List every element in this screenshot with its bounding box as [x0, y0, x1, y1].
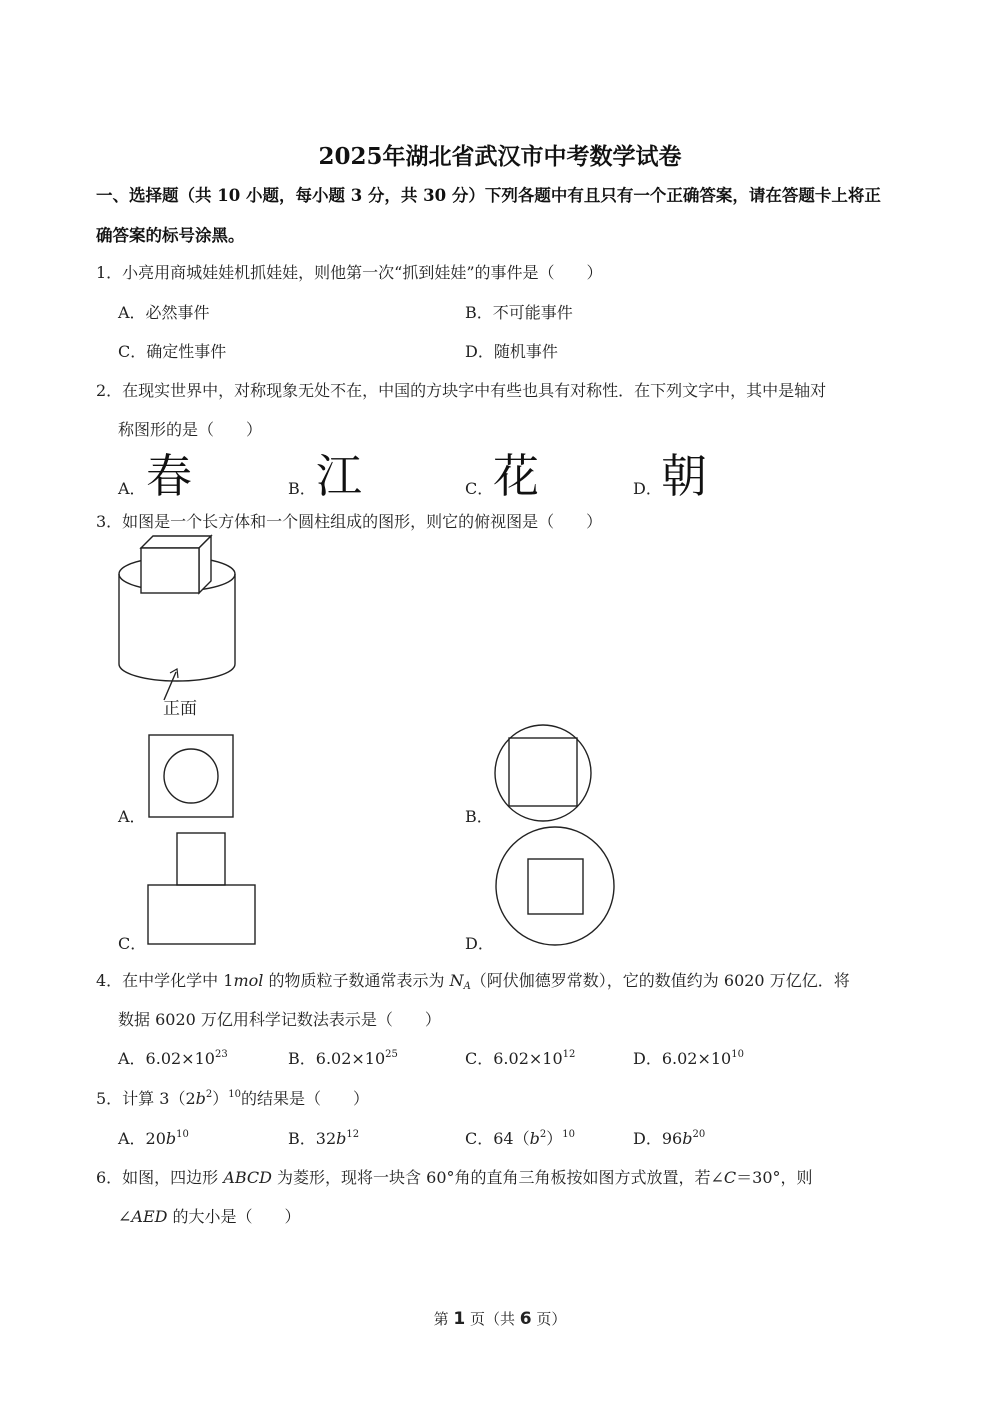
question-2-option-c-label: C． — [465, 479, 494, 498]
question-2-option-b-label: B． — [288, 479, 316, 498]
question-4-option-c: C．$6.02\times 10^{12}$ — [465, 1049, 576, 1068]
question-6-stem-line1: 6．如图，四边形 ABCD 为菱形，现将一块含 60°角的直角三角板按如图方式放置，若∠C＝30°，则 — [96, 1168, 813, 1187]
question-2-option-a-char: 春 — [146, 449, 192, 503]
question-5-option-d: D．$96b^{20}$ — [633, 1129, 706, 1148]
question-1-option-b: B．不可能事件 — [465, 303, 573, 322]
question-5-option-b: B．$32b^{12}$ — [288, 1129, 360, 1148]
question-3-option-d-figure — [493, 826, 617, 950]
question-3-option-a-figure — [147, 733, 235, 821]
question-3-option-c-figure — [146, 831, 258, 947]
question-3-figure — [110, 530, 250, 720]
question-1-option-a: A．必然事件 — [118, 303, 210, 322]
question-1-stem: 1．小亮用商城娃娃机抓娃娃，则他第一次“抓到娃娃”的事件是（ ） — [96, 263, 603, 282]
question-3-option-d-label: D． — [465, 934, 494, 953]
question-5-option-c: C．$64(b^2)^{10}$ — [465, 1129, 575, 1148]
cube — [141, 536, 211, 593]
question-2-stem-line2: 称图形的是（ ） — [118, 420, 263, 439]
question-4-option-a: A．$6.02\times 10^{23}$ — [118, 1049, 228, 1068]
question-2-option-d-label: D． — [633, 479, 662, 498]
page-title: 2025年湖北省武汉市中考数学试卷 — [318, 143, 682, 170]
question-4-stem-line1: 4．在中学化学中 1mol 的物质粒子数通常表示为 $N_A$（阿伏伽德罗常数），它的数值约为 6020 万亿亿．将 — [96, 971, 850, 992]
question-1-option-c: C．确定性事件 — [118, 342, 227, 361]
page-footer: 第 1 页（共 6 页） — [433, 1309, 567, 1329]
question-4-option-d: D．$6.02\times 10^{10}$ — [633, 1049, 744, 1068]
question-3-option-c-label: C． — [118, 934, 147, 953]
question-3-option-a-label: A． — [118, 807, 146, 826]
question-5-stem: 5．计算 $3(2b^2)^{10}$的结果是（ ） — [96, 1089, 370, 1108]
question-2-option-d-char: 朝 — [661, 449, 707, 503]
section-heading-line1: 一、选择题（共 10 小题，每小题 3 分，共 30 分）下列各题中有且只有一个正确答案，请在答题卡上将正 — [96, 186, 881, 205]
question-1-option-d: D．随机事件 — [465, 342, 558, 361]
question-3-option-b-label: B． — [465, 807, 493, 826]
question-3-option-b-figure — [492, 722, 594, 824]
question-3-front-label: 正面 — [163, 699, 197, 719]
question-3-stem: 3．如图是一个长方体和一个圆柱组成的图形，则它的俯视图是（ ） — [96, 512, 603, 531]
question-2-option-b-char: 江 — [316, 449, 362, 503]
question-2-stem-line1: 2．在现实世界中，对称现象无处不在，中国的方块字中有些也具有对称性．在下列文字中，其中是轴对 — [96, 381, 827, 400]
section-heading-line2: 确答案的标号涂黑。 — [96, 226, 245, 245]
question-6-stem-line2: ∠AED 的大小是（ ） — [118, 1207, 301, 1226]
question-2-option-c-char: 花 — [493, 449, 539, 503]
question-2-option-a-label: A． — [118, 479, 146, 498]
question-5-option-a: A．$20b^{10}$ — [118, 1129, 189, 1148]
question-4-stem-line2: 数据 6020 万亿用科学记数法表示是（ ） — [118, 1010, 441, 1029]
question-4-option-b: B．$6.02\times 10^{25}$ — [288, 1049, 398, 1068]
